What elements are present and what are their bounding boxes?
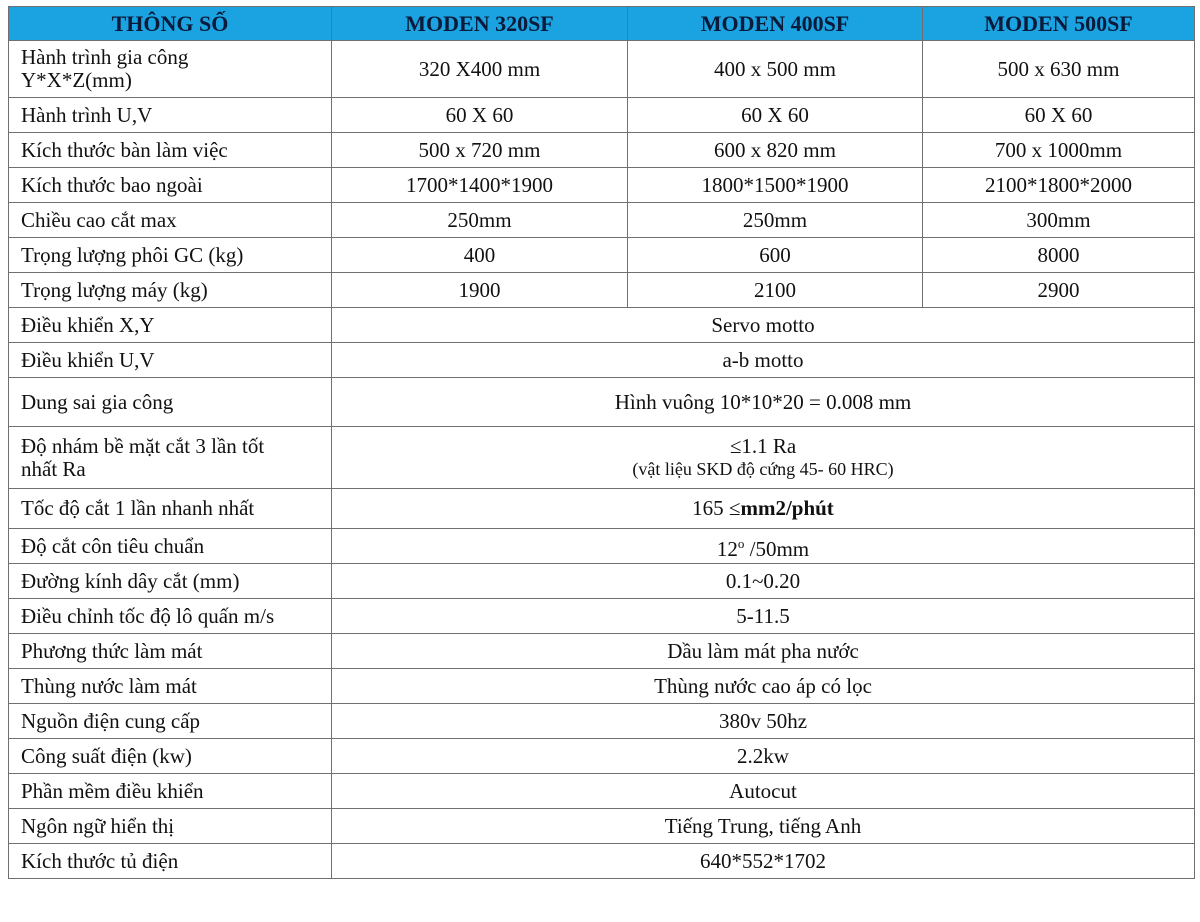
row-label: Kích thước bàn làm việc — [9, 133, 332, 168]
table-row — [9, 669, 1195, 704]
table-row — [9, 41, 1195, 98]
row-label-line: nhất Ra — [21, 456, 86, 481]
shared-value: Hình vuông 10*10*20 = 0.008 mm — [332, 378, 1195, 427]
table-row — [9, 844, 1195, 879]
table-row — [9, 809, 1195, 844]
speed-unit: mm2/phút — [740, 496, 834, 520]
row-label: Thùng nước làm mát — [9, 669, 332, 704]
row-label: Hành trình U,V — [9, 98, 332, 133]
shared-value: 0.1~0.20 — [332, 564, 1195, 599]
row-label: Trọng lượng phôi GC (kg) — [9, 238, 332, 273]
cell-500sf: 60 X 60 — [923, 98, 1195, 133]
cell-320sf: 400 — [332, 238, 628, 273]
table-header — [9, 7, 1195, 41]
shared-value: Servo motto — [332, 308, 1195, 343]
row-label-line: Y*X*Z(mm) — [21, 68, 132, 92]
cell-400sf: 250mm — [628, 203, 923, 238]
cell-400sf: 400 x 500 mm — [628, 41, 923, 98]
cell-500sf: 2900 — [923, 273, 1195, 308]
cell-320sf: 1700*1400*1900 — [332, 168, 628, 203]
taper-rest: /50mm — [744, 536, 810, 561]
table-row — [9, 203, 1195, 238]
table-row — [9, 634, 1195, 669]
row-label: Điều khiển X,Y — [9, 308, 332, 343]
table-row — [9, 774, 1195, 809]
row-label: Ngôn ngữ hiển thị — [9, 809, 332, 844]
cell-500sf: 300mm — [923, 203, 1195, 238]
cell-500sf: 8000 — [923, 238, 1195, 273]
shared-value: a-b motto — [332, 343, 1195, 378]
shared-value: 2.2kw — [332, 739, 1195, 774]
cell-400sf: 600 — [628, 238, 923, 273]
degree-mark: o — [737, 535, 745, 551]
roughness-note: (vật liệu SKD độ cứng 45- 60 HRC) — [632, 458, 894, 479]
row-label: Đường kính dây cắt (mm) — [9, 564, 332, 599]
row-label: Phần mềm điều khiển — [9, 774, 332, 809]
shared-value: Thùng nước cao áp có lọc — [332, 669, 1195, 704]
cell-320sf: 60 X 60 — [332, 98, 628, 133]
row-label: Chiều cao cắt max — [9, 203, 332, 238]
table-row — [9, 308, 1195, 343]
shared-value: 640*552*1702 — [332, 844, 1195, 879]
taper-number: 12 — [716, 536, 738, 561]
row-label: Phương thức làm mát — [9, 634, 332, 669]
table-row — [9, 704, 1195, 739]
shared-value — [332, 427, 1195, 489]
shared-value — [332, 489, 1195, 529]
table-row — [9, 378, 1195, 427]
table-row — [9, 238, 1195, 273]
row-label: Công suất điện (kw) — [9, 739, 332, 774]
cell-400sf: 60 X 60 — [628, 98, 923, 133]
cell-320sf: 250mm — [332, 203, 628, 238]
cell-320sf: 320 X400 mm — [332, 41, 628, 98]
table-row — [9, 427, 1195, 489]
speed-prefix: 165 ≤ — [692, 496, 741, 520]
cell-400sf: 1800*1500*1900 — [628, 168, 923, 203]
cell-400sf: 2100 — [628, 273, 923, 308]
row-label: Dung sai gia công — [9, 378, 332, 427]
table-row — [9, 739, 1195, 774]
cell-320sf: 1900 — [332, 273, 628, 308]
cell-500sf: 2100*1800*2000 — [923, 168, 1195, 203]
table-row — [9, 133, 1195, 168]
cell-500sf: 700 x 1000mm — [923, 133, 1195, 168]
cell-500sf: 500 x 630 mm — [923, 41, 1195, 98]
table-row — [9, 489, 1195, 529]
shared-value: 380v 50hz — [332, 704, 1195, 739]
shared-value: Autocut — [332, 774, 1195, 809]
row-label: Kích thước tủ điện — [9, 844, 332, 879]
shared-value: Dầu làm mát pha nước — [332, 634, 1195, 669]
row-label: Tốc độ cắt 1 lần nhanh nhất — [9, 489, 332, 529]
header-moden-320sf: MODEN 320SF — [332, 7, 628, 41]
row-label-line: Hành trình gia công — [21, 45, 189, 69]
row-label: Kích thước bao ngoài — [9, 168, 332, 203]
header-thong-so: THÔNG SỐ — [9, 7, 332, 41]
row-label-line: Độ nhám bề mặt cắt 3 lần tốt — [21, 433, 265, 458]
row-label — [9, 41, 332, 98]
header-moden-500sf: MODEN 500SF — [923, 7, 1195, 41]
row-label — [9, 427, 332, 489]
table-row — [9, 529, 1195, 564]
table-row — [9, 273, 1195, 308]
spec-table — [8, 6, 1195, 879]
cell-400sf: 600 x 820 mm — [628, 133, 923, 168]
row-label: Trọng lượng máy (kg) — [9, 273, 332, 308]
cell-320sf: 500 x 720 mm — [332, 133, 628, 168]
table-row — [9, 599, 1195, 634]
table-body — [9, 41, 1195, 879]
table-row — [9, 343, 1195, 378]
shared-value: Tiếng Trung, tiếng Anh — [332, 809, 1195, 844]
roughness-value: ≤1.1 Ra — [729, 433, 797, 458]
row-label: Điều chỉnh tốc độ lô quấn m/s — [9, 599, 332, 634]
row-label: Điều khiển U,V — [9, 343, 332, 378]
table-row — [9, 168, 1195, 203]
header-moden-400sf: MODEN 400SF — [628, 7, 923, 41]
shared-value — [332, 529, 1195, 564]
table-row — [9, 98, 1195, 133]
row-label: Độ cắt côn tiêu chuẩn — [9, 529, 332, 564]
table-row — [9, 564, 1195, 599]
header-row — [9, 7, 1195, 41]
shared-value: 5-11.5 — [332, 599, 1195, 634]
row-label: Nguồn điện cung cấp — [9, 704, 332, 739]
